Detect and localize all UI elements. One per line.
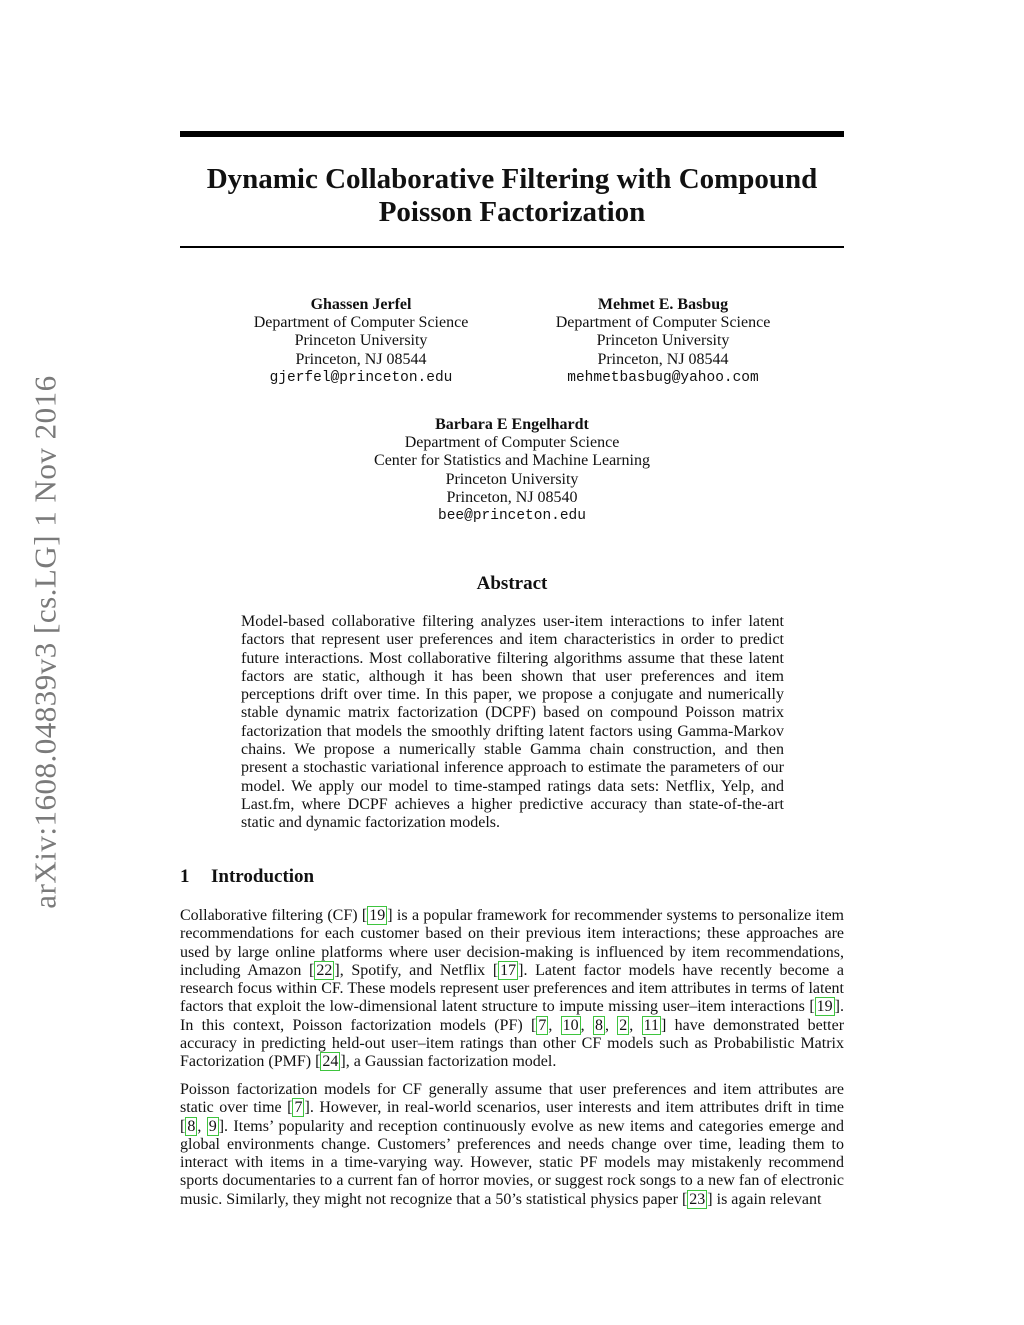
citation-link[interactable]: 17	[500, 961, 517, 979]
section-heading-introduction	[180, 866, 314, 888]
author-name: Mehmet E. Basbug	[597, 296, 729, 313]
author-institution: Princeton University	[294, 332, 428, 350]
citation-link[interactable]: 8	[187, 1117, 196, 1135]
citation-link[interactable]: 11	[643, 1016, 659, 1034]
section-number: 1	[180, 866, 190, 887]
title-line-1: Dynamic Collaborative Filtering with Compound	[206, 163, 818, 195]
author-name: Ghassen Jerfel	[310, 296, 412, 313]
author-block-3	[312, 416, 712, 525]
citation-link[interactable]: 7	[294, 1099, 303, 1117]
paper-title	[180, 163, 844, 229]
arxiv-sidebar-stamp	[22, 352, 70, 932]
citation-link[interactable]: 9	[208, 1117, 217, 1135]
citation-link[interactable]: 8	[594, 1016, 603, 1034]
author-email[interactable]: mehmetbasbug@yahoo.com	[567, 369, 759, 386]
citation-link[interactable]: 22	[316, 961, 333, 979]
author-email[interactable]: gjerfel@princeton.edu	[269, 369, 453, 386]
citation-link[interactable]: 10	[562, 1016, 579, 1034]
title-top-rule	[180, 131, 844, 137]
title-bottom-rule	[180, 246, 844, 248]
abstract-text: Model-based collaborative filtering analyzes user-item interactions to infer latent factors that represent user preferences and item characteristics in order to predict future interactions. Most collaborative filtering algorithms assume that these latent factors are static, although it has been shown that user preferences and item perceptions drift over time. In this paper, we propose a conjugate and numerically stable dynamic matrix factorization (DCPF) based on compound Poisson matrix factorization that models the smoothly drifting latent factors using Gamma-Markov chains. We propose a numerically stable Gamma chain construction, and then present a stochastic variational inference approach to estimate the parameters of our model. We apply our model to time-stamped ratings data sets: Netflix, Yelp, and Last.fm, where DCPF achieves a higher predictive accuracy than state-of-the-art static and dynamic factorization models.	[241, 613, 784, 832]
author-block-1	[211, 296, 511, 387]
citation-link[interactable]: 2	[619, 1016, 628, 1034]
author-block-2	[513, 296, 813, 387]
intro-paragraph-1: Collaborative filtering (CF) [ 19 ] is a popular framework for recommender systems to personalize item recommendations for each customer based on their previous item interactions; these approaches are used by large online platforms where user decision-making is influenced by item recommendations, including Amazon [ 22 ], Spotify, and Netflix [ 17 ]. Latent factor models have recently become a research focus within CF. These models represent user preferences and item attributes in terms of latent factors that exploit the low-dimensional latent structure to impute missing user–item interactions [ 19 ]. In this context, Poisson factorization models (PF) [ 7 , 10 , 8 , 2 , 11 ] have demonstrated better accuracy in predicting held-out user–item ratings than other CF models such as Probabilistic Matrix Factorization (PMF) [ 24 ], a Gaussian factorization model.	[180, 907, 845, 1071]
author-center: Center for Statistics and Machine Learning	[374, 452, 650, 470]
author-address: Princeton, NJ 08544	[597, 350, 729, 368]
author-department: Department of Computer Science	[555, 314, 771, 332]
arxiv-id: arXiv:1608.04839v3 [cs.LG] 1 Nov 2016	[28, 375, 64, 909]
author-department: Department of Computer Science	[404, 434, 620, 452]
abstract-heading: Abstract	[476, 573, 548, 594]
citation-link[interactable]: 19	[369, 907, 386, 924]
citation-link[interactable]: 7	[538, 1016, 547, 1034]
citation-link[interactable]: 24	[322, 1053, 339, 1071]
author-address: Princeton, NJ 08544	[295, 350, 427, 368]
section-title: Introduction	[211, 866, 315, 887]
author-institution: Princeton University	[445, 470, 579, 488]
author-email[interactable]: bee@princeton.edu	[438, 508, 586, 525]
citation-link[interactable]: 23	[689, 1190, 706, 1208]
intro-paragraph-2: Poisson factorization models for CF generally assume that user preferences and item attributes are static over time [ 7 ]. However, in real-world scenarios, user interests and item attributes drift in time [ 8 , 9 ]. Items’ popularity and reception continuously evolve as new items and categories emerge and global environments change. Customers’ preferences and needs change over time, leading them to interact with items in a time-varying way. However, static PF models may mistakenly recommend sports documentaries to a current fan of horror movies, or suggest rock songs to a new fan of electronic music. Similarly, they might not recognize that a 50’s statistical physics paper [ 23 ] is again relevant	[180, 1081, 844, 1208]
author-name: Barbara E Engelhardt	[435, 416, 589, 433]
citation-link[interactable]: 19	[816, 998, 833, 1016]
title-line-2: Poisson Factorization	[378, 196, 646, 228]
author-institution: Princeton University	[596, 332, 730, 350]
author-address: Princeton, NJ 08540	[446, 488, 578, 506]
author-department: Department of Computer Science	[253, 314, 469, 332]
